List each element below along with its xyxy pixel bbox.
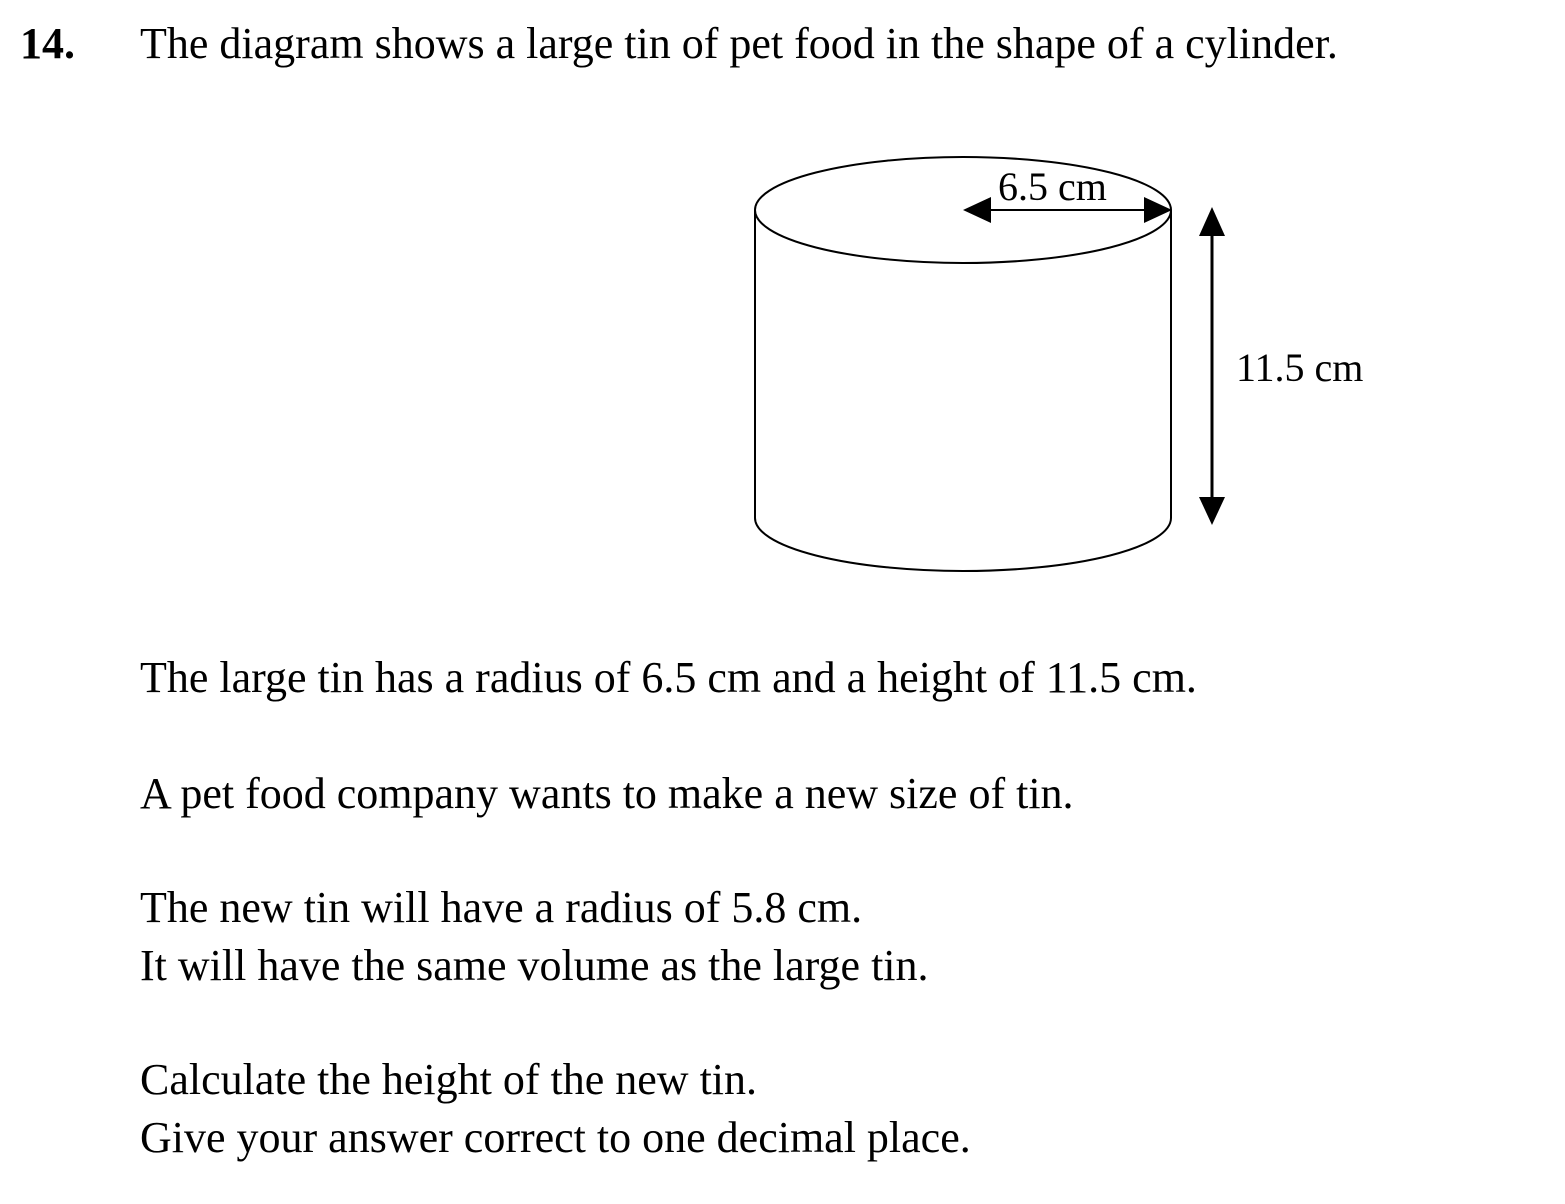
height-label: 11.5 cm: [1236, 345, 1364, 390]
paragraph-4-line-2: Give your answer correct to one decimal place.: [140, 1113, 971, 1162]
radius-arrow-left-head: [963, 197, 991, 223]
paragraph-1: The large tin has a radius of 6.5 cm and a height of 11.5 cm.: [140, 653, 1197, 702]
paragraph-3-line-1: The new tin will have a radius of 5.8 cm.: [140, 883, 863, 932]
paragraph-2: A pet food company wants to make a new size of tin.: [140, 769, 1074, 818]
paragraph-4-line-1: Calculate the height of the new tin.: [140, 1055, 758, 1104]
question-intro: The diagram shows a large tin of pet food in the shape of a cylinder.: [140, 19, 1338, 68]
cylinder-bottom: [755, 518, 1171, 571]
paragraph-3-line-2: It will have the same volume as the large tin.: [140, 941, 929, 990]
height-arrow-top-head: [1199, 207, 1225, 236]
question-number: 14.: [20, 19, 75, 68]
height-arrow-bottom-head: [1199, 497, 1225, 525]
radius-label: 6.5 cm: [998, 164, 1107, 209]
